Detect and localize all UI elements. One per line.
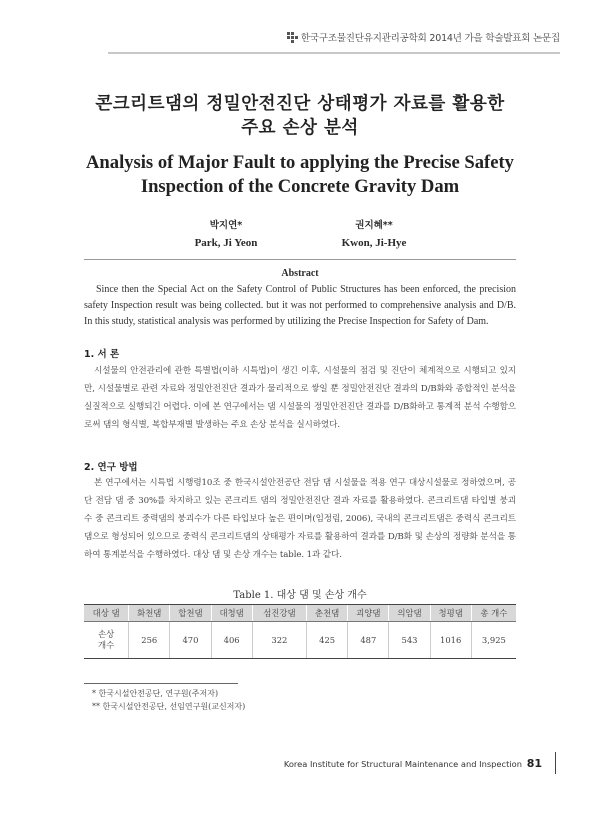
table-cell: 322	[252, 622, 306, 659]
table-header-cell: 섬진강댐	[252, 605, 306, 622]
author-1	[156, 217, 296, 249]
author-1-name-en: Park, Ji Yeon	[194, 237, 258, 249]
title-english-line-2: Inspection of the Concrete Gravity Dam	[140, 176, 460, 197]
footer-publisher: Korea Institute for Structural Maintenance and Inspection	[283, 759, 522, 769]
table-cell: 256	[129, 622, 170, 659]
row-label-line-2: 개수	[98, 640, 115, 650]
dam-damage-table	[84, 604, 516, 659]
author-2-name-en: Kwon, Ji-Hye	[341, 237, 407, 249]
table-cell: 3,925	[471, 622, 516, 659]
table-header-cell: 화천댐	[129, 605, 170, 622]
table-row	[84, 622, 516, 659]
section-2-text: 본 연구에서는 시특법 시행령10조 중 한국시설안전공단 전담 댐 시설물을 적용 연구 대상시설물로 정하였으며, 공단 전담 댐 중 30%를 차지하고 있는 콘크리트 댐의 정밀안전진단 결과 자료를 활용하였다. 콘크리트댐 타입별 붕괴 수 중 콘크리트 중력댐의 붕괴수가 다른 타입보다 높은 편이며(임정림, 2006), 국내의 콘크리트댐은 중력식 콘크리트댐으로 형성되어 있으므로 중력식 콘크리트댐의 상태평가 자료를 활용하여 결과를 D/B화 및 손상의 정량화 분석을 통하여 통계분석을 수행하였다. 대상 댐 및 손상 개수는 table. 1과 같다.	[84, 478, 516, 560]
title-korean-line-1: 콘크리트댐의 정밀안전진단 상태평가 자료를 활용한	[95, 94, 505, 114]
title-english-line-1: Analysis of Major Fault to applying the Precise Safety	[86, 152, 514, 173]
title-korean-line-2: 주요 손상 분석	[241, 118, 359, 138]
table-cell: 1016	[430, 622, 471, 659]
table-header-row	[84, 605, 516, 622]
title-korean	[0, 92, 600, 140]
dots-icon	[287, 32, 297, 42]
section-2-heading: 2. 연구 방법	[84, 462, 138, 473]
section-1-heading: 1. 서 론	[84, 349, 120, 360]
table-cell: 406	[211, 622, 252, 659]
table-header-cell: 괴양댐	[348, 605, 389, 622]
table-header-cell: 청평댐	[430, 605, 471, 622]
author-2	[304, 217, 444, 249]
running-head-text: 한국구조물진단유지관리공학회 2014년 가을 학술발표회 논문집	[300, 33, 560, 44]
table-header-cell: 합천댐	[170, 605, 211, 622]
header-rule	[108, 52, 560, 54]
table-row-label	[84, 622, 129, 659]
footnote-1: * 한국시설안전공단, 연구원(주저자)	[92, 689, 219, 698]
footnote-2: ** 한국시설안전공단, 선임연구원(교신저자)	[92, 702, 246, 711]
abstract-heading: Abstract	[281, 268, 319, 279]
table-cell: 425	[307, 622, 348, 659]
page-number: 81	[526, 757, 542, 770]
author-2-name-kr: 권지혜**	[355, 220, 393, 231]
footer-bar	[555, 752, 556, 774]
table-header-cell: 의암댐	[389, 605, 430, 622]
running-head	[287, 30, 560, 44]
author-divider	[84, 259, 516, 260]
abstract-text: Since then the Special Act on the Safety Control of Public Structures has been enforced, the precision safety Inspection result was being collected. but it was not performed to comprehensive analysis and D/B. In this study, statistical analysis was performed by utilizing the Precise Inspection for Safety of Dam.	[84, 284, 516, 327]
table-cell: 487	[348, 622, 389, 659]
table-cell: 470	[170, 622, 211, 659]
section-1-text: 시설물의 안전관리에 관한 특별법(이하 시특법)이 생긴 이후, 시설물의 점검 및 진단이 체계적으로 시행되고 있지만, 시설물별로 관련 자료와 정밀안전진단 결과가 물리적으로 쌓일 뿐 정밀안전진단 결과의 D/B화와 종합적인 분석을 실질적으로 실행되긴 어렵다. 이에 본 연구에서는 댐 시설물의 정밀안전진단 결과를 D/B화하고 통계적 분석 수행함으로써 댐의 형식별, 복합부재별 발생하는 주요 손상 분석을 실시하였다.	[84, 366, 516, 430]
table-cell: 543	[389, 622, 430, 659]
table-header-cell: 춘천댐	[307, 605, 348, 622]
table-header-cell: 대청댐	[211, 605, 252, 622]
table-caption: Table 1. 대상 댐 및 손상 개수	[233, 590, 367, 601]
table-header-cell: 총 개수	[471, 605, 516, 622]
author-1-name-kr: 박지연*	[209, 220, 243, 231]
title-english	[0, 151, 600, 199]
table-header-cell: 대상 댐	[84, 605, 129, 622]
row-label-line-1: 손상	[98, 629, 115, 639]
footnote-rule	[84, 683, 238, 684]
